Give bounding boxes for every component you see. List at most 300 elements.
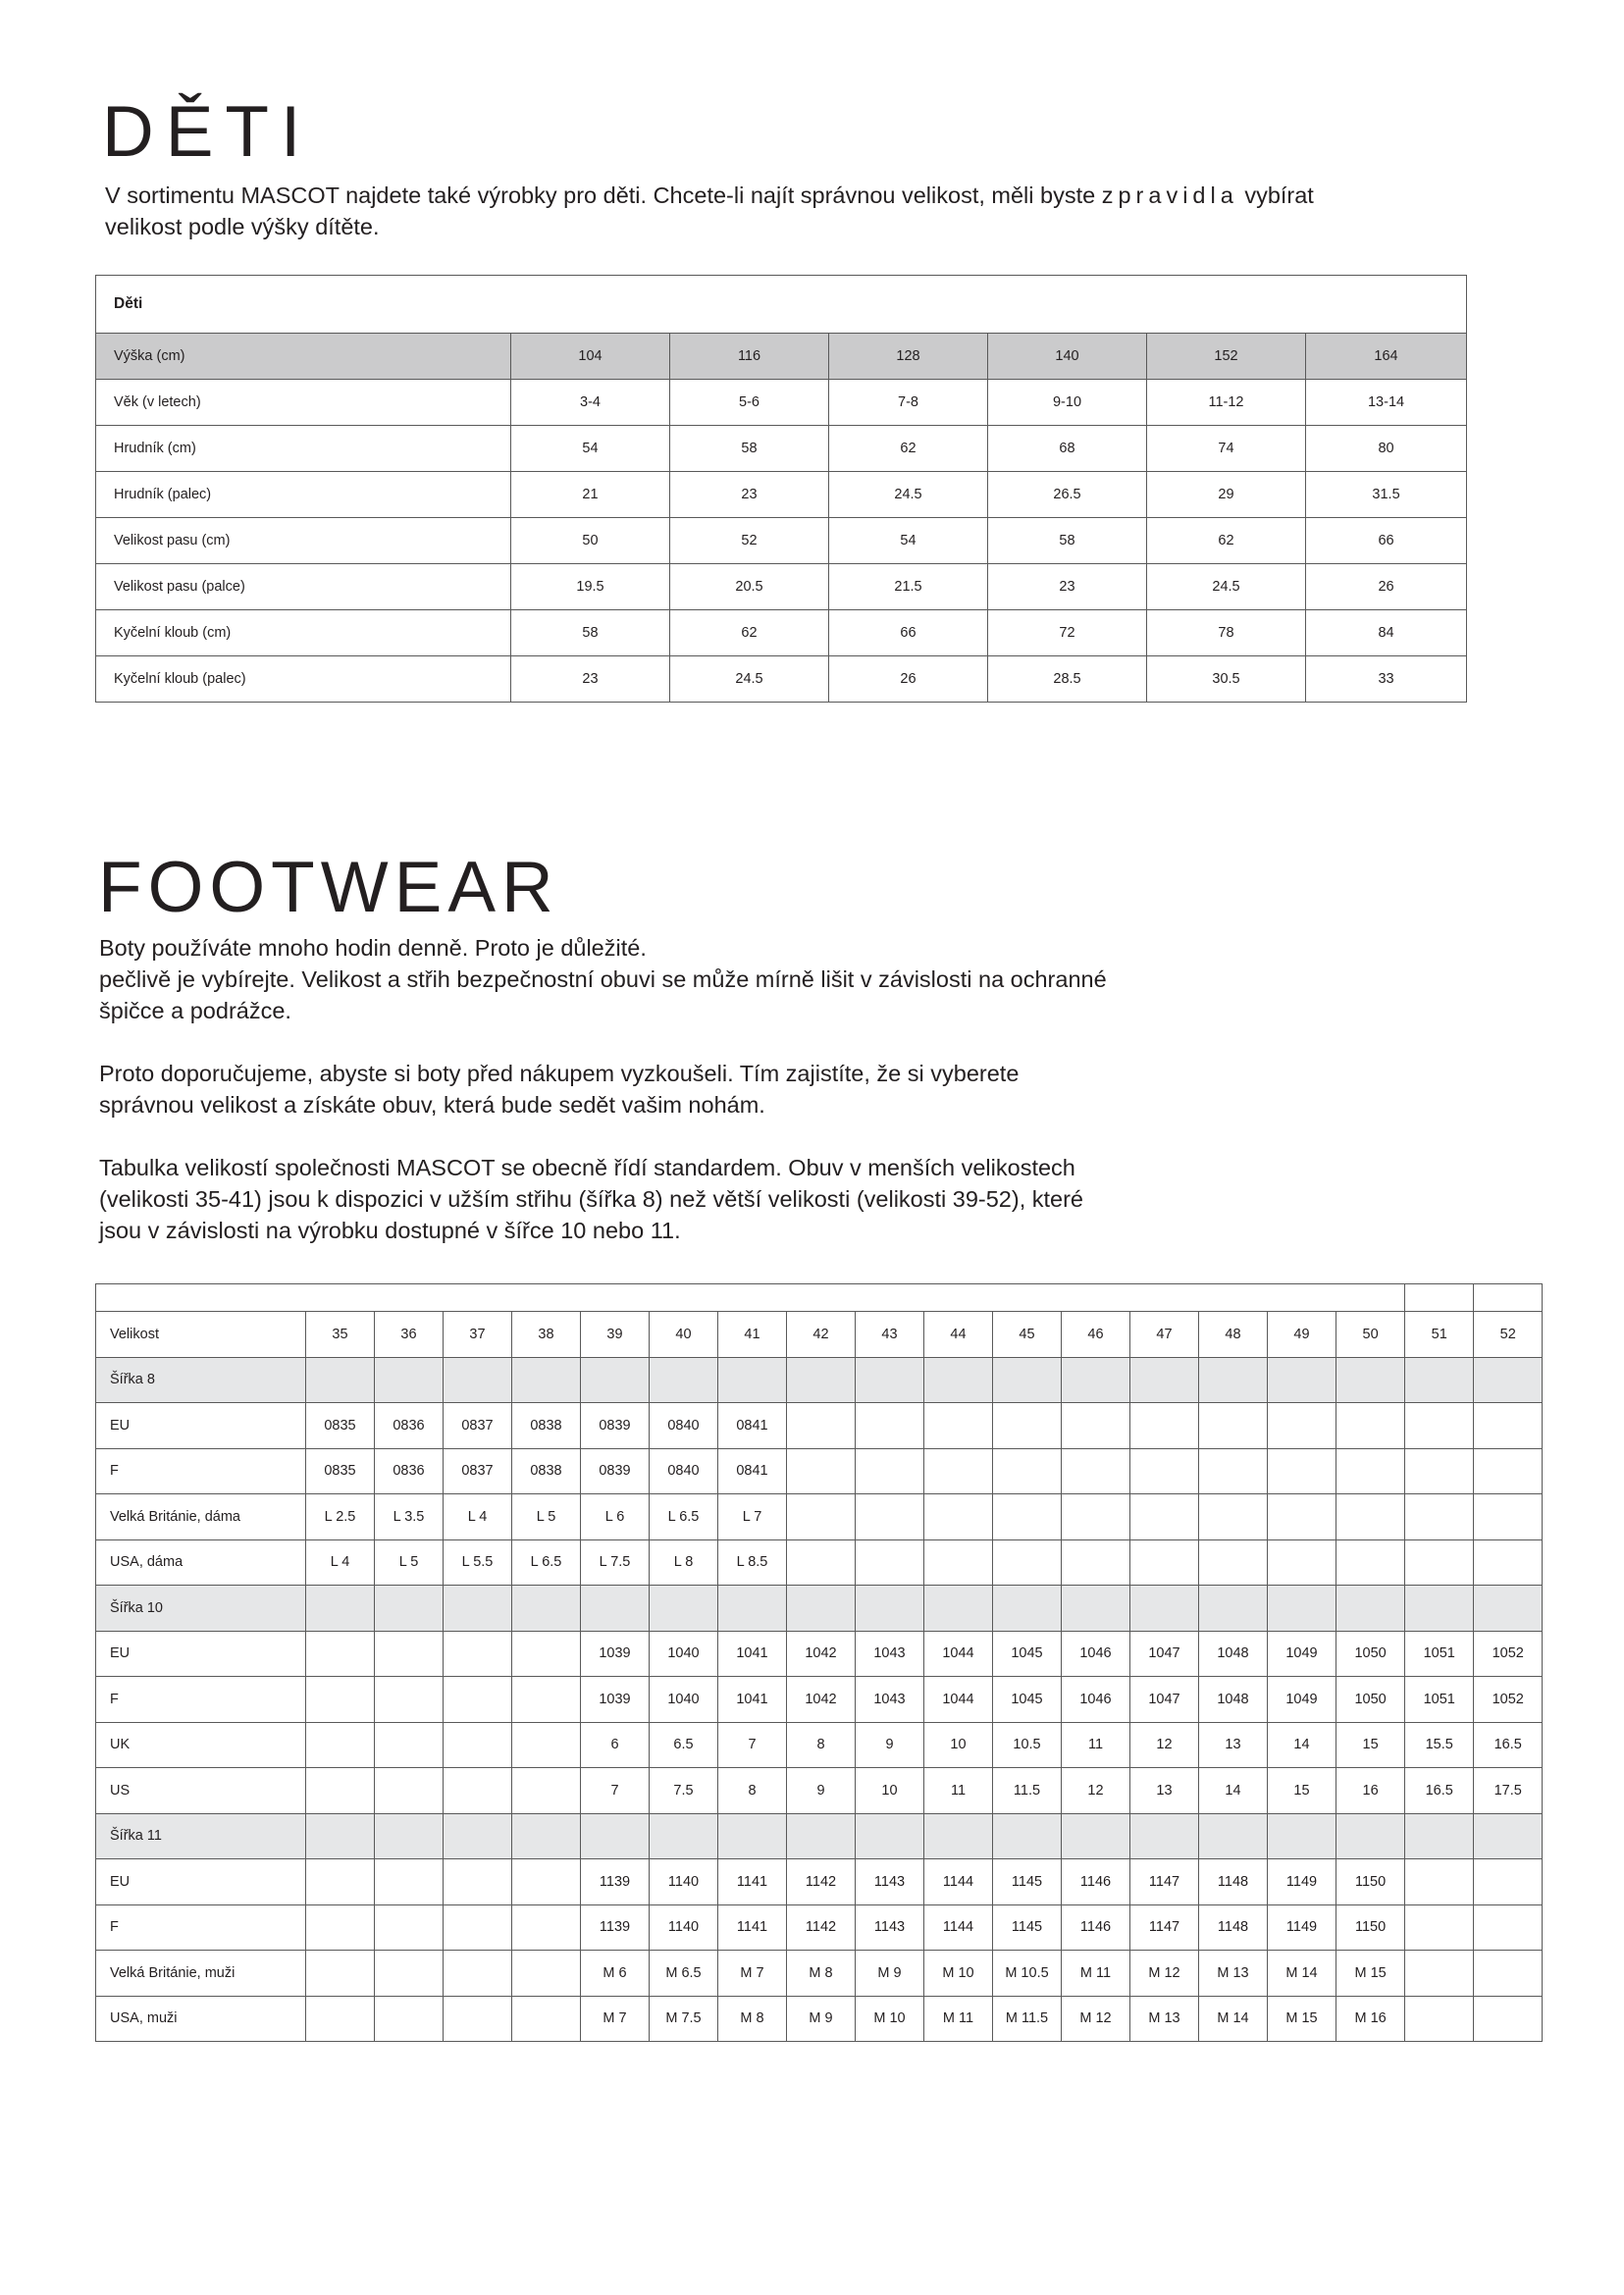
deti-value-cell: 23	[511, 656, 670, 703]
footwear-value-cell: 0840	[650, 1403, 718, 1449]
footwear-value-cell	[444, 1768, 512, 1814]
footwear-value-cell: M 9	[787, 1996, 856, 2042]
footwear-value-cell: 0836	[375, 1448, 444, 1494]
footwear-para1-line3: špičce a podrážce.	[99, 998, 291, 1023]
footwear-value-cell	[787, 1357, 856, 1403]
footwear-value-cell: 1042	[787, 1631, 856, 1677]
footwear-value-cell: 1045	[993, 1677, 1062, 1723]
deti-value-cell: 20.5	[670, 564, 829, 610]
footwear-value-cell: 1141	[718, 1904, 787, 1951]
footwear-value-cell	[1474, 1539, 1543, 1586]
footwear-value-cell: L 4	[444, 1494, 512, 1540]
footwear-value-cell: 1044	[924, 1677, 993, 1723]
deti-row-label: Hrudník (cm)	[96, 426, 511, 472]
footwear-value-cell: M 10	[924, 1951, 993, 1997]
footwear-value-cell: 1149	[1268, 1859, 1336, 1905]
footwear-value-cell: 1050	[1336, 1631, 1405, 1677]
footwear-value-cell	[444, 1951, 512, 1997]
footwear-value-cell	[856, 1586, 924, 1632]
footwear-value-cell	[993, 1448, 1062, 1494]
footwear-row-label: EU	[96, 1631, 306, 1677]
footwear-value-cell	[993, 1403, 1062, 1449]
footwear-size-label: Velikost	[96, 1312, 306, 1358]
footwear-value-cell	[718, 1586, 787, 1632]
footwear-value-cell: L 7	[718, 1494, 787, 1540]
deti-value-cell: 24.5	[829, 472, 988, 518]
footwear-value-cell: 1141	[718, 1859, 787, 1905]
deti-value-cell: 21.5	[829, 564, 988, 610]
deti-value-cell: 3-4	[511, 380, 670, 426]
deti-intro-text-a: V sortimentu MASCOT najdete také výrobky pro děti. Chcete-li najít správnou velikost, měli byste	[105, 183, 1096, 208]
footwear-value-cell	[444, 1859, 512, 1905]
deti-height-cell: 104	[511, 334, 670, 380]
footwear-value-cell	[306, 1904, 375, 1951]
footwear-value-cell	[1405, 1951, 1474, 1997]
footwear-value-cell	[375, 1813, 444, 1859]
footwear-value-cell	[444, 1996, 512, 2042]
footwear-value-cell	[512, 1768, 581, 1814]
footwear-value-cell	[993, 1813, 1062, 1859]
footwear-value-cell	[306, 1859, 375, 1905]
footwear-value-cell	[306, 1357, 375, 1403]
footwear-value-cell: M 13	[1130, 1996, 1199, 2042]
deti-intro-line-2: velikost podle výšky dítěte.	[105, 214, 380, 239]
footwear-intro	[99, 932, 1228, 1246]
footwear-intro-paragraph-2	[99, 1058, 1228, 1121]
footwear-value-cell	[306, 1631, 375, 1677]
footwear-value-cell: M 6.5	[650, 1951, 718, 1997]
footwear-value-cell	[306, 1722, 375, 1768]
deti-intro-text-b: zpravidla	[1101, 183, 1238, 208]
footwear-value-cell: 1049	[1268, 1677, 1336, 1723]
footwear-value-cell: L 6	[581, 1494, 650, 1540]
footwear-width-label: Šířka 10	[96, 1586, 306, 1632]
footwear-value-cell: L 2.5	[306, 1494, 375, 1540]
footwear-value-cell: M 10	[856, 1996, 924, 2042]
footwear-value-cell: 1045	[993, 1631, 1062, 1677]
deti-value-cell: 54	[829, 518, 988, 564]
footwear-row-label: Velká Británie, dáma	[96, 1494, 306, 1540]
footwear-value-cell	[924, 1586, 993, 1632]
footwear-value-cell	[924, 1539, 993, 1586]
footwear-size-cell: 47	[1130, 1312, 1199, 1358]
footwear-value-cell: 7	[581, 1768, 650, 1814]
deti-row-label: Velikost pasu (palce)	[96, 564, 511, 610]
footwear-value-cell	[512, 1631, 581, 1677]
deti-value-cell: 5-6	[670, 380, 829, 426]
footwear-para3-line1: Tabulka velikostí společnosti MASCOT se obecně řídí standardem. Obuv v menších velikostech	[99, 1155, 1075, 1180]
footwear-value-cell	[375, 1904, 444, 1951]
footwear-value-cell	[375, 1996, 444, 2042]
footwear-size-cell: 48	[1199, 1312, 1268, 1358]
footwear-table-row	[96, 1677, 1543, 1723]
deti-intro	[105, 180, 1381, 242]
footwear-para2-line1: Proto doporučujeme, abyste si boty před nákupem vyzkoušeli. Tím zajistíte, že si vyberete	[99, 1061, 1020, 1086]
footwear-value-cell	[856, 1357, 924, 1403]
footwear-para3-line3: jsou v závislosti na výrobku dostupné v šířce 10 nebo 11.	[99, 1218, 681, 1243]
footwear-value-cell: 0841	[718, 1448, 787, 1494]
footwear-row-label: USA, muži	[96, 1996, 306, 2042]
footwear-value-cell: 1046	[1062, 1677, 1130, 1723]
deti-row-label: Kyčelní kloub (palec)	[96, 656, 511, 703]
footwear-intro-paragraph-1	[99, 932, 1228, 1026]
footwear-size-cell: 39	[581, 1312, 650, 1358]
footwear-value-cell: 7	[718, 1722, 787, 1768]
footwear-value-cell: 13	[1130, 1768, 1199, 1814]
footwear-value-cell: 1052	[1474, 1677, 1543, 1723]
footwear-value-cell: 6	[581, 1722, 650, 1768]
footwear-value-cell	[1268, 1539, 1336, 1586]
footwear-value-cell: 1043	[856, 1631, 924, 1677]
footwear-value-cell	[512, 1357, 581, 1403]
deti-value-cell: 68	[988, 426, 1147, 472]
footwear-value-cell: 16.5	[1474, 1722, 1543, 1768]
footwear-size-cell: 46	[1062, 1312, 1130, 1358]
footwear-value-cell	[1268, 1494, 1336, 1540]
footwear-value-cell	[1336, 1357, 1405, 1403]
footwear-value-cell: 11	[924, 1768, 993, 1814]
footwear-value-cell: L 8	[650, 1539, 718, 1586]
footwear-value-cell: 1044	[924, 1631, 993, 1677]
footwear-value-cell: M 10.5	[993, 1951, 1062, 1997]
footwear-intro-paragraph-3	[99, 1152, 1228, 1246]
footwear-value-cell: 1049	[1268, 1631, 1336, 1677]
footwear-value-cell	[306, 1951, 375, 1997]
footwear-value-cell: 1139	[581, 1859, 650, 1905]
deti-value-cell: 11-12	[1147, 380, 1306, 426]
deti-table-title: Děti	[96, 276, 1467, 334]
footwear-value-cell: 1142	[787, 1904, 856, 1951]
footwear-value-cell	[444, 1586, 512, 1632]
footwear-table-row	[96, 1722, 1543, 1768]
footwear-value-cell: 1148	[1199, 1859, 1268, 1905]
footwear-row-label: F	[96, 1448, 306, 1494]
footwear-value-cell: 1039	[581, 1631, 650, 1677]
deti-value-cell: 24.5	[1147, 564, 1306, 610]
footwear-value-cell: 1147	[1130, 1904, 1199, 1951]
footwear-row-label: F	[96, 1904, 306, 1951]
footwear-value-cell: 13	[1199, 1722, 1268, 1768]
footwear-row-label: USA, dáma	[96, 1539, 306, 1586]
footwear-value-cell	[1405, 1996, 1474, 2042]
footwear-row-label: US	[96, 1768, 306, 1814]
footwear-value-cell	[581, 1586, 650, 1632]
footwear-value-cell	[650, 1357, 718, 1403]
footwear-value-cell: 10	[856, 1768, 924, 1814]
footwear-width-section-row	[96, 1357, 1543, 1403]
footwear-value-cell: 14	[1199, 1768, 1268, 1814]
deti-value-cell: 30.5	[1147, 656, 1306, 703]
deti-intro-text-c: vybírat	[1244, 183, 1314, 208]
footwear-value-cell: 1144	[924, 1904, 993, 1951]
footwear-size-cell: 44	[924, 1312, 993, 1358]
footwear-value-cell: 0839	[581, 1403, 650, 1449]
deti-value-cell: 19.5	[511, 564, 670, 610]
footwear-value-cell	[1474, 1586, 1543, 1632]
footwear-value-cell: L 6.5	[512, 1539, 581, 1586]
deti-table-title-row	[96, 276, 1467, 334]
footwear-value-cell	[581, 1813, 650, 1859]
footwear-value-cell	[1268, 1813, 1336, 1859]
footwear-value-cell	[1474, 1859, 1543, 1905]
footwear-value-cell	[375, 1951, 444, 1997]
footwear-value-cell: M 11	[924, 1996, 993, 2042]
footwear-value-cell	[1199, 1448, 1268, 1494]
footwear-value-cell	[993, 1494, 1062, 1540]
deti-table-row	[96, 656, 1467, 703]
footwear-value-cell: 11	[1062, 1722, 1130, 1768]
footwear-value-cell	[512, 1677, 581, 1723]
footwear-table-row	[96, 1631, 1543, 1677]
footwear-value-cell	[306, 1813, 375, 1859]
footwear-value-cell	[1336, 1539, 1405, 1586]
footwear-value-cell	[512, 1951, 581, 1997]
deti-table-row	[96, 610, 1467, 656]
footwear-table-row	[96, 1904, 1543, 1951]
deti-height-cell: 116	[670, 334, 829, 380]
footwear-value-cell: 1047	[1130, 1677, 1199, 1723]
footwear-size-cell: 51	[1405, 1312, 1474, 1358]
footwear-value-cell: M 8	[787, 1951, 856, 1997]
footwear-value-cell	[650, 1586, 718, 1632]
deti-table-row	[96, 380, 1467, 426]
footwear-value-cell: M 7.5	[650, 1996, 718, 2042]
deti-title: DĚTI	[102, 92, 313, 172]
footwear-value-cell	[1199, 1813, 1268, 1859]
footwear-table-row	[96, 1951, 1543, 1997]
footwear-value-cell: 12	[1062, 1768, 1130, 1814]
footwear-value-cell: M 13	[1199, 1951, 1268, 1997]
footwear-table-row	[96, 1539, 1543, 1586]
footwear-width-label: Šířka 8	[96, 1357, 306, 1403]
footwear-value-cell	[1199, 1357, 1268, 1403]
footwear-value-cell	[581, 1357, 650, 1403]
footwear-value-cell	[650, 1813, 718, 1859]
footwear-value-cell	[512, 1904, 581, 1951]
footwear-value-cell	[375, 1722, 444, 1768]
footwear-value-cell	[787, 1494, 856, 1540]
footwear-value-cell: 1050	[1336, 1677, 1405, 1723]
footwear-size-cell: 45	[993, 1312, 1062, 1358]
footwear-value-cell: 6.5	[650, 1722, 718, 1768]
footwear-value-cell: 0839	[581, 1448, 650, 1494]
footwear-value-cell: 1047	[1130, 1631, 1199, 1677]
footwear-value-cell: L 6.5	[650, 1494, 718, 1540]
footwear-value-cell: 1144	[924, 1859, 993, 1905]
footwear-table-row	[96, 1996, 1543, 2042]
footwear-value-cell	[512, 1996, 581, 2042]
footwear-para3-line2: (velikosti 35-41) jsou k dispozici v užším střihu (šířka 8) než větší velikosti (velikosti 39-52), které	[99, 1186, 1083, 1212]
footwear-value-cell: 1046	[1062, 1631, 1130, 1677]
footwear-value-cell: 0837	[444, 1448, 512, 1494]
deti-value-cell: 28.5	[988, 656, 1147, 703]
footwear-value-cell	[444, 1677, 512, 1723]
deti-value-cell: 24.5	[670, 656, 829, 703]
footwear-value-cell	[1130, 1813, 1199, 1859]
deti-value-cell: 26	[829, 656, 988, 703]
footwear-value-cell: 15.5	[1405, 1722, 1474, 1768]
footwear-value-cell	[1405, 1904, 1474, 1951]
footwear-value-cell	[1336, 1813, 1405, 1859]
footwear-table-top-cell-52	[1474, 1284, 1543, 1312]
footwear-value-cell: 7.5	[650, 1768, 718, 1814]
footwear-value-cell	[856, 1448, 924, 1494]
deti-value-cell: 66	[829, 610, 988, 656]
footwear-row-label: EU	[96, 1859, 306, 1905]
footwear-value-cell	[1130, 1494, 1199, 1540]
deti-value-cell: 58	[670, 426, 829, 472]
footwear-value-cell	[1405, 1539, 1474, 1586]
deti-value-cell: 33	[1306, 656, 1467, 703]
footwear-row-label: F	[96, 1677, 306, 1723]
footwear-size-cell: 35	[306, 1312, 375, 1358]
deti-value-cell: 80	[1306, 426, 1467, 472]
footwear-value-cell	[1474, 1904, 1543, 1951]
deti-table-row	[96, 472, 1467, 518]
footwear-value-cell	[306, 1586, 375, 1632]
footwear-value-cell	[444, 1813, 512, 1859]
footwear-value-cell	[1474, 1448, 1543, 1494]
footwear-value-cell	[1062, 1539, 1130, 1586]
footwear-value-cell	[1474, 1813, 1543, 1859]
footwear-value-cell	[787, 1403, 856, 1449]
footwear-value-cell: 1052	[1474, 1631, 1543, 1677]
footwear-value-cell	[924, 1494, 993, 1540]
footwear-value-cell	[1062, 1357, 1130, 1403]
footwear-value-cell: M 12	[1062, 1996, 1130, 2042]
footwear-value-cell: L 5	[512, 1494, 581, 1540]
footwear-value-cell	[375, 1586, 444, 1632]
footwear-value-cell: M 7	[581, 1996, 650, 2042]
footwear-value-cell: 16.5	[1405, 1768, 1474, 1814]
footwear-value-cell	[306, 1677, 375, 1723]
footwear-value-cell: 1145	[993, 1904, 1062, 1951]
footwear-value-cell: 10.5	[993, 1722, 1062, 1768]
footwear-value-cell	[1474, 1403, 1543, 1449]
footwear-value-cell	[993, 1586, 1062, 1632]
footwear-value-cell	[1405, 1586, 1474, 1632]
footwear-value-cell: 1048	[1199, 1631, 1268, 1677]
footwear-value-cell: 1043	[856, 1677, 924, 1723]
footwear-value-cell: M 16	[1336, 1996, 1405, 2042]
footwear-value-cell: 0836	[375, 1403, 444, 1449]
footwear-value-cell	[1405, 1403, 1474, 1449]
deti-height-cell: 128	[829, 334, 988, 380]
footwear-value-cell: 1051	[1405, 1677, 1474, 1723]
footwear-value-cell: L 7.5	[581, 1539, 650, 1586]
footwear-table-row	[96, 1768, 1543, 1814]
deti-value-cell: 66	[1306, 518, 1467, 564]
footwear-value-cell: 10	[924, 1722, 993, 1768]
footwear-value-cell: 9	[856, 1722, 924, 1768]
footwear-value-cell	[1474, 1357, 1543, 1403]
footwear-value-cell: 0838	[512, 1403, 581, 1449]
footwear-value-cell	[1062, 1586, 1130, 1632]
footwear-value-cell: 1150	[1336, 1904, 1405, 1951]
footwear-value-cell	[787, 1586, 856, 1632]
footwear-value-cell	[924, 1403, 993, 1449]
footwear-width-section-row	[96, 1813, 1543, 1859]
footwear-value-cell: 1146	[1062, 1859, 1130, 1905]
footwear-value-cell	[444, 1631, 512, 1677]
deti-value-cell: 9-10	[988, 380, 1147, 426]
footwear-value-cell: 15	[1336, 1722, 1405, 1768]
footwear-value-cell: 1143	[856, 1859, 924, 1905]
footwear-value-cell: 0841	[718, 1403, 787, 1449]
footwear-value-cell	[856, 1539, 924, 1586]
deti-size-table	[95, 275, 1467, 703]
footwear-value-cell	[306, 1768, 375, 1814]
footwear-value-cell: 1145	[993, 1859, 1062, 1905]
deti-intro-line-1	[105, 180, 1381, 211]
footwear-value-cell	[787, 1813, 856, 1859]
footwear-value-cell: 1041	[718, 1677, 787, 1723]
footwear-size-cell: 43	[856, 1312, 924, 1358]
footwear-size-cell: 52	[1474, 1312, 1543, 1358]
deti-value-cell: 84	[1306, 610, 1467, 656]
footwear-value-cell: 11.5	[993, 1768, 1062, 1814]
footwear-value-cell	[512, 1586, 581, 1632]
footwear-value-cell: 1042	[787, 1677, 856, 1723]
deti-height-label: Výška (cm)	[96, 334, 511, 380]
footwear-value-cell: M 14	[1268, 1951, 1336, 1997]
footwear-value-cell	[993, 1357, 1062, 1403]
deti-value-cell: 26.5	[988, 472, 1147, 518]
footwear-value-cell: M 8	[718, 1996, 787, 2042]
footwear-value-cell: L 3.5	[375, 1494, 444, 1540]
footwear-table-top-row	[96, 1284, 1543, 1312]
footwear-table-row	[96, 1494, 1543, 1540]
footwear-value-cell: 1150	[1336, 1859, 1405, 1905]
footwear-value-cell: 8	[787, 1722, 856, 1768]
deti-value-cell: 52	[670, 518, 829, 564]
footwear-value-cell	[1199, 1586, 1268, 1632]
footwear-para1-line1: Boty používáte mnoho hodin denně. Proto je důležité.	[99, 935, 647, 961]
deti-height-cell: 164	[1306, 334, 1467, 380]
deti-value-cell: 50	[511, 518, 670, 564]
deti-value-cell: 58	[988, 518, 1147, 564]
footwear-value-cell: 1039	[581, 1677, 650, 1723]
deti-value-cell: 62	[1147, 518, 1306, 564]
footwear-value-cell: 16	[1336, 1768, 1405, 1814]
deti-table-row	[96, 564, 1467, 610]
footwear-value-cell	[1199, 1539, 1268, 1586]
footwear-size-cell: 42	[787, 1312, 856, 1358]
deti-value-cell: 31.5	[1306, 472, 1467, 518]
deti-value-cell: 13-14	[1306, 380, 1467, 426]
footwear-value-cell	[1336, 1586, 1405, 1632]
footwear-table-row	[96, 1859, 1543, 1905]
footwear-size-cell: 36	[375, 1312, 444, 1358]
footwear-value-cell	[1268, 1403, 1336, 1449]
footwear-row-label: UK	[96, 1722, 306, 1768]
footwear-value-cell: M 12	[1130, 1951, 1199, 1997]
footwear-row-label: Velká Británie, muži	[96, 1951, 306, 1997]
footwear-value-cell	[1130, 1403, 1199, 1449]
footwear-value-cell	[444, 1722, 512, 1768]
footwear-value-cell	[1336, 1494, 1405, 1540]
footwear-table-row	[96, 1448, 1543, 1494]
footwear-para2-line2: správnou velikost a získáte obuv, která bude sedět vašim nohám.	[99, 1092, 765, 1118]
footwear-width-label: Šířka 11	[96, 1813, 306, 1859]
deti-row-label: Kyčelní kloub (cm)	[96, 610, 511, 656]
deti-value-cell: 62	[829, 426, 988, 472]
footwear-row-label: EU	[96, 1403, 306, 1449]
deti-value-cell: 29	[1147, 472, 1306, 518]
footwear-value-cell: 1143	[856, 1904, 924, 1951]
footwear-value-cell: 1040	[650, 1677, 718, 1723]
footwear-value-cell	[787, 1539, 856, 1586]
